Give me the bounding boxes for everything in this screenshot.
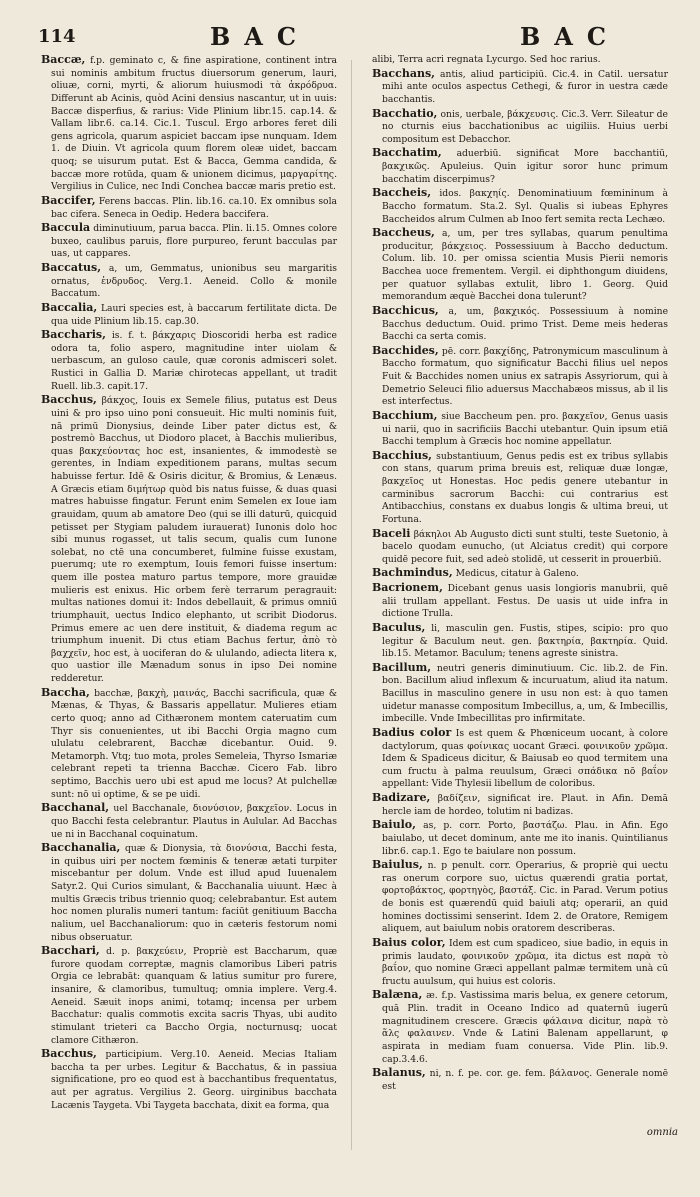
entry-definition: idos. βακχηίς. Denominatiuum fœmininum à Baccho formatum. Sta.2. Syl. Qualis si iubeas Ephyres Baccheidos alrum Culmen ab Inoo fert semita recta Lechæo. (382, 188, 669, 225)
entry-definition: a, um, per tres syllabas, quarum penultima producitur, βάκχειος. Possessiuum à Baccho deductum. Colum. lib. 10. per omissa scientia Musis Pierii nemoris Bacchea uoce frementem. Vergil. ei diphthongum diuidens, per quatuor syllabas extulit, libro 1. Georg. Quid memorandum æquè Bacchei dona tulerunt? (382, 228, 668, 303)
entry-definition: Ferens baccas. Plin. lib.16. ca.10. Ex omnibus sola bac cifera. Seneca in Oedip. Hedera baccifera. (51, 195, 338, 220)
dictionary-entry (41, 302, 337, 328)
entry-headword: Balanus, (372, 1066, 426, 1080)
dictionary-entry (372, 727, 668, 791)
entry-headword: Bacchatim, (372, 146, 442, 160)
entry-definition: Lauri species est, à baccarum fertilitate dicta. De qua uide Plinium lib.15. cap.30. (51, 302, 337, 327)
dictionary-entry (41, 262, 337, 301)
entry-definition: antis, aliud participiū. Cic.4. in Catil. uersatur mihi ante oculos aspectus Cethegi, & furor in uestra cæde bacchantis. (382, 68, 668, 105)
entry-definition: a, um, Gemmatus, unionibus seu margaritis ornatus, ἐνδρυδος. Verg.1. Aeneid. Collo & monile Baccatum. (51, 263, 337, 300)
dictionary-entry (372, 227, 668, 304)
running-head-right: BAC (520, 22, 621, 51)
entry-headword: Bacchicus, (372, 303, 439, 317)
dictionary-entry (372, 567, 668, 581)
page-number: 114 (38, 26, 76, 47)
entry-headword: Bacchides, (372, 343, 439, 357)
column-divider (351, 60, 352, 1150)
dictionary-entry (41, 687, 337, 802)
entry-definition: Is est quem & Phœniceum uocant, à colore dactylorum, quas φοίνικας uocant Græci. φοινικοῦν χρῶμα. Idem & Spadiceus dicitur, & Baiusab eo quod termitem una cum fructu à palma reuulsum, Græci σπάδικα nō βαΐον appellant: Vide Thylesii libellum de coloribus. (382, 727, 668, 790)
entry-definition: participium. Verg.10. Aeneid. Mecias Italiam baccha ta per urbes. Legitur & Bacchatus, & in passiua significatione, pro eo quod est à bacchantibus frequentatus, aut per agratus. Vergilius 2. Georg. uirginibus bacchata Lacænis Taygeta. Vbi Taygeta bacchata, dixit ea forma, qua (51, 1049, 338, 1111)
entry-headword: Baccha, (41, 685, 90, 699)
entry-definition: Idem est cum spadiceo, siue badio, in equis in primis laudato, φοινικοῦν χρῶμα, ita dictus est παρὰ τὸ βαΐον, quo nomine Græci appellant palmæ termitem unà cū fructu auulsum, qui huius est coloris. (382, 937, 669, 987)
entry-definition: d. p. βακχεύειν, Propriè est Baccharum, quæ furore quodam correptæ, magnis clamoribus Liberi patris Orgia ce lebrabāt: quanquam & latius sumitur pro furere, insanire, & clamoribus, tumultuq; omnia implere. Verg.4. Aeneid. Sæuit inops animi, totamq; incensa per urbem Bacchatur: qualis commotis excita sacris Thyas, ubi audito stimulant trieteri ca Baccho Orgia, nocturnusq; uocat clamore Cithæron. (51, 946, 337, 1046)
entry-headword: Badizare, (372, 791, 431, 804)
dictionary-entry (372, 54, 668, 67)
dictionary-entry (41, 54, 337, 194)
entry-headword: Bacchus, (41, 393, 97, 407)
entry-definition: aduerbiū. significat More bacchantiū, βακχικῶς. Apuleius. Quin igitur soror hunc primum bacchatim discerpimus? (382, 148, 669, 185)
entry-headword: Baccheus, (372, 226, 435, 240)
dictionary-entry (41, 329, 337, 393)
entry-headword: Baccifer, (41, 193, 96, 207)
entry-headword: Bacchari, (41, 944, 100, 958)
running-head-left: BAC (210, 22, 311, 51)
entry-headword: Baccatus, (41, 261, 102, 274)
entry-headword: Bacchus, (41, 1047, 97, 1061)
dictionary-entry (372, 1067, 668, 1093)
entry-headword: Bacchatio, (372, 106, 438, 120)
entry-definition: Medicus, citatur à Galeno. (455, 568, 579, 580)
dictionary-entry (372, 937, 668, 989)
dictionary-entry (372, 410, 668, 449)
dictionary-entry (41, 394, 337, 685)
dictionary-entry (41, 222, 337, 261)
entry-definition: uel Bacchanale, διονύσιον, βακχεῖον. Locus in quo Bacchi festa celebrantur. Plautus in Aulular. Ad Bacchas ue ni in Bacchanal coquinatum. (51, 803, 337, 840)
entry-headword: Bacchans, (372, 66, 435, 80)
dictionary-entry (372, 305, 668, 344)
entry-headword: Baccharis, (41, 328, 106, 342)
entry-definition: f.p. geminato c, & fine aspiratione, continent intra sui nominis ambitum fructus diuersorum generum, lauri, oliuæ, corni, myrti, & aliorum huiusmodi τὰ ἀκρόδρυα. Differunt ab Acinis, quòd Acini densius nascantur, ut in uuis: Baccæ disperfius, & rarius: Vide Plinium libr.15. cap.14. & Vallam libr.6. ca.14. Cic.1. Tuscul. Ergo arbores feret dili gens agricola, quarum aspiciet baccam ipse nunquam. Idem 1. de Diuin. Vt agricola quum florem oleæ uidet, baccam quoq; se uisurum putat. Est & Bacca, Gemma candida, & baccæ more rotūda, quam & unionem dicimus, μαργαρίτης. Vergilius in Culice, nec Indi Conchea baccæ maris pretio est. (51, 55, 337, 193)
entry-headword: Badius color (372, 725, 452, 739)
dictionary-entry (372, 819, 668, 858)
entry-definition: bacchæ, βακχὴ, μαινάς, Bacchi sacrificula, quæ & Mænas, & Thyas, & Bassaris appellatur. Mulieres etiam certo quoq; anno ad Cithæronem montem cateruatim cum Thyr sis conuenientes, ut ibi Bacchi Orgia magno cum ululatu celebrarent, Bacchæ dicebantur. Ouid. 9. Metamorph. Vtq; tuo mota, proles Semeleia, Thyrso Ismariæ celebrant repeti ta trienna Bacchæ. Cicero Fab. libro septimo, Bacchis uero ubi est apud me locus? At pulchellæ sunt: nō ui optime, & se pe uidi. (51, 687, 337, 800)
entry-headword: Baccheis, (372, 186, 432, 200)
entry-headword: Bacchanalia, (41, 841, 121, 855)
entry-definition: Dicebant genus uasis longioris manubrii, quē alii trullam appellant. Festus. De uasis ut uide infra in dictione Trulla. (382, 583, 668, 620)
dictionary-entry (372, 147, 668, 186)
entry-definition: ni, n. f. pe. cor. ge. fem. βάλανος. Generale nomē est (382, 1068, 669, 1092)
dictionary-entry (372, 450, 668, 527)
dictionary-entry (372, 792, 668, 818)
entry-definition: βαδίζειν, significat ire. Plaut. in Afin. Demā hercle iam de hordeo, tolutim ni badizas. (382, 793, 668, 817)
entry-definition: diminutiuum, parua bacca. Plin. li.15. Omnes colore buxeo, caulibus paruis, flore purpureo, ferunt bacculas par uas, ut cappares. (51, 223, 338, 260)
entry-headword: Bacillum, (372, 660, 432, 674)
dictionary-entry (372, 187, 668, 226)
entry-definition: onis, uerbale, βάκχευσις. Cic.3. Verr. Sileatur de no cturnis eius bacchationibus ac uigiliis. Huius uerbi compositum est Debacchor. (382, 108, 668, 145)
dictionary-entry (41, 945, 337, 1047)
entry-definition: quæ & Dionysia, τὰ διονύσια, Bacchi festa, in quibus uiri per noctem fœminis & teneræ ætati turpiter miscebantur per dolum. Vnde est illud apud Iuuenalem Satyr.2. Qui Curios simulant, & Bacchanalia uiuunt. Hæc à multis Græcis tribus triennio quoq; celebrabantur. Est autem hoc nomen pluralis numeri tantum: faciūt genitiuum Baccha nalium, uel Bacchanaliorum: quo in cæteris festorum nomi nibus obseruatur. (51, 843, 337, 943)
entry-headword: Balæna, (372, 988, 423, 1002)
entry-definition: æ. f.p. Vastissima maris belua, ex genere cetorum, quā Plin. tradit in Oceano Indico ad quaternū iugerū magnitudinem crescere. Græcis φάλαινα dicitur, παρὰ τὸ ἅλς φαλαινεν. Vnde & Latini Balenam appellarunt, φ aspirata in mediam fuam conuersa. Vide Plin. lib.9. cap.3.4.6. (382, 990, 669, 1065)
catchword: omnia (646, 1127, 678, 1138)
dictionary-entry (41, 842, 337, 944)
dictionary-entry (372, 528, 668, 567)
dictionary-entry (41, 802, 337, 841)
dictionary-entry (372, 108, 668, 147)
right-column (372, 54, 668, 1094)
entry-definition: li, masculin gen. Fustis, stipes, scipio: pro quo legitur & Baculum neut. gen. βακτηρία, βακτηρία. Quid. lib.15. Metamor. Baculum; tenens agreste sinistra. (382, 622, 669, 660)
entry-headword: Baculus, (372, 620, 426, 634)
left-column (41, 54, 337, 1113)
entry-headword: Bacrionem, (372, 581, 443, 594)
entry-headword: Baius color, (372, 935, 446, 949)
entry-definition: n. p penult. corr. Operarius, & propriè qui uectu ras onerum corpore suo, uictus quærendi gratia portat, φορτοβάκτος, φορτηγὸς, βαστάξ. Cic. in Parad. Verum potius de bonis est quærendū quid baiuli atq; operarii, an quid homines doctissimi senserint. Idem 2. de Oratore, Remigem aliquem, aut baiulum nobis oratorem describeras. (382, 860, 668, 935)
entry-definition: pē. corr. βακχίδης, Patronymicum masculinum à Baccho formatum, quo significatur Bacchi filius uel nepos Fuit & Bacchides nomen unius ex satrapis Assyriorum, qui à Demetrio Seleuci filio aduersus Macchabæos missus, ab il lis est interfectus. (382, 345, 668, 408)
entry-headword: Baceli (372, 526, 411, 540)
entry-definition: siue Baccheum pen. pro. βακχεῖον, Genus uasis ui narii, quo in sacrificiis Bacchi utebantur. Quin ipsum etiā Bacchi templum à Græcis hoc nomine appellatur. (382, 410, 668, 448)
dictionary-entry (372, 859, 668, 936)
entry-definition: alibi, Terra acri regnata Lycurgo. Sed hoc rarius. (372, 54, 601, 65)
entry-headword: Bachmindus, (372, 566, 453, 580)
entry-definition: is. f. t. βάκχαρις Dioscoridi herba est radice odora ta, folio aspero, magnitudine inter uiolam & uerbascum, an guloso caule, quæ coronis admisceri solet. Rustici in Gallia D. Mariæ chirotecas appellant, ut tradit Ruell. lib.3. capit.17. (51, 330, 337, 392)
dictionary-entry (372, 68, 668, 107)
entry-headword: Bacchanal, (41, 801, 110, 815)
entry-headword: Bacchius, (372, 448, 433, 462)
dictionary-entry (372, 989, 668, 1066)
dictionary-entry (41, 1048, 337, 1112)
entry-headword: Baccalia, (41, 300, 98, 314)
entry-headword: Baccula (41, 221, 91, 235)
entry-headword: Baiulo, (372, 818, 416, 832)
dictionary-entry (372, 622, 668, 661)
entry-definition: neutri generis diminutiuum. Cic. lib.2. de Fin. bon. Bacillum aliud inflexum & incuruatum, aliud ita natum. Bacillus in masculino genere in usu non est: à quo tamen uidetur manasse compositum Imbecillus, a, um, & Imbecillis, imbecille. Vnde Imbecillitas pro infirmitate. (382, 662, 669, 725)
entry-definition: as, p. corr. Porto, βαστάζω. Plau. in Afin. Ego baiulabo, ut decet dominum, ante me ito inanis. Quintilianus libr.6. cap.1. Ego te baiulare non possum. (382, 820, 669, 857)
entry-definition: substantiuum, Genus pedis est ex tribus syllabis con stans, quarum prima breuis est, reliquæ duæ longæ, βακχεῖος ut Honestas. Hoc pedis genere utebantur in carminibus sacrorum Bacchi: cui contrarius est Antibacchius, constans ex duabus longis & ultima breui, ut Fortuna. (382, 450, 669, 525)
entry-definition: a, um, βακχικός. Possessiuum à nomine Bacchus deductum. Ouid. primo Trist. Deme meis hederas Bacchi ca serta comis. (382, 305, 669, 343)
dictionary-entry (41, 195, 337, 221)
entry-headword: Baiulus, (372, 858, 423, 872)
entry-headword: Baccæ, (41, 53, 86, 66)
dictionary-entry (372, 345, 668, 409)
entry-definition: βάκχος, Iouis ex Semele filius, putatus est Deus uini & pro ipso uino poni consueuit. Hic multi nominis fuit, nā primū Dionysius, deinde Liber pater dictus est, & postremò Bacchus, ut Diodoro placet, à Bacchis mulieribus, quas βακχεύοντας hoc est, insanientes, & immodestè se gerentes, in Indiam expeditionem parans, multas secum habuisse fertur. Idē & Osiris dicitur, & Bromius, & Lenæus. A Græcis etiam διμήτωρ quòd bis natus fuisse, & duas quasi matres habuisse fingatur. Ferunt enim Semelen ex Ioue iam grauidam, quum ab amatore Deo (qui se illi daturū, quicquid petisset per Stygiam paludem iurauerat) Iunonis dolo hoc sibi munus rogasset, ut talis secum, qualis cum Iunone solebat, no ctē una concumberet, fulmine fuisse exustam, puerumq; ute ro exemptum, Iouis femori fuisse insertum: quem ille postea maturo partus tempore, more grauidæ mulieris est enixus. Hic orbem ferè terrarum peragrauit: multas nationes domui it: Indos debellauit, & primus omniū triumphauit, uectus Indico elephanto, ut scribit Diodorus. Primus emere ac uen dere instituit, & diadema regum ac triumphum inuenit. Di ctus etiam Bachus fertur, ἀπὸ τὸ βαχχεῖν, hoc est, à uociferan do & ululando, adiecta litera κ, quo uastior ille Mænadum sonus in ipso Dei nomine redderetur. (51, 395, 337, 684)
dictionary-entry (372, 662, 668, 726)
entry-headword: Bacchium, (372, 408, 438, 422)
dictionary-entry (372, 582, 668, 621)
entry-definition: βάκηλοι Ab Augusto dicti sunt stulti, teste Suetonio, à bacelo quodam eunucho, (ut Alciatus credit) qui corpore quidē pecore fuit, sed adeò stolidē, ut cesserit in prouerbiū. (382, 528, 669, 565)
